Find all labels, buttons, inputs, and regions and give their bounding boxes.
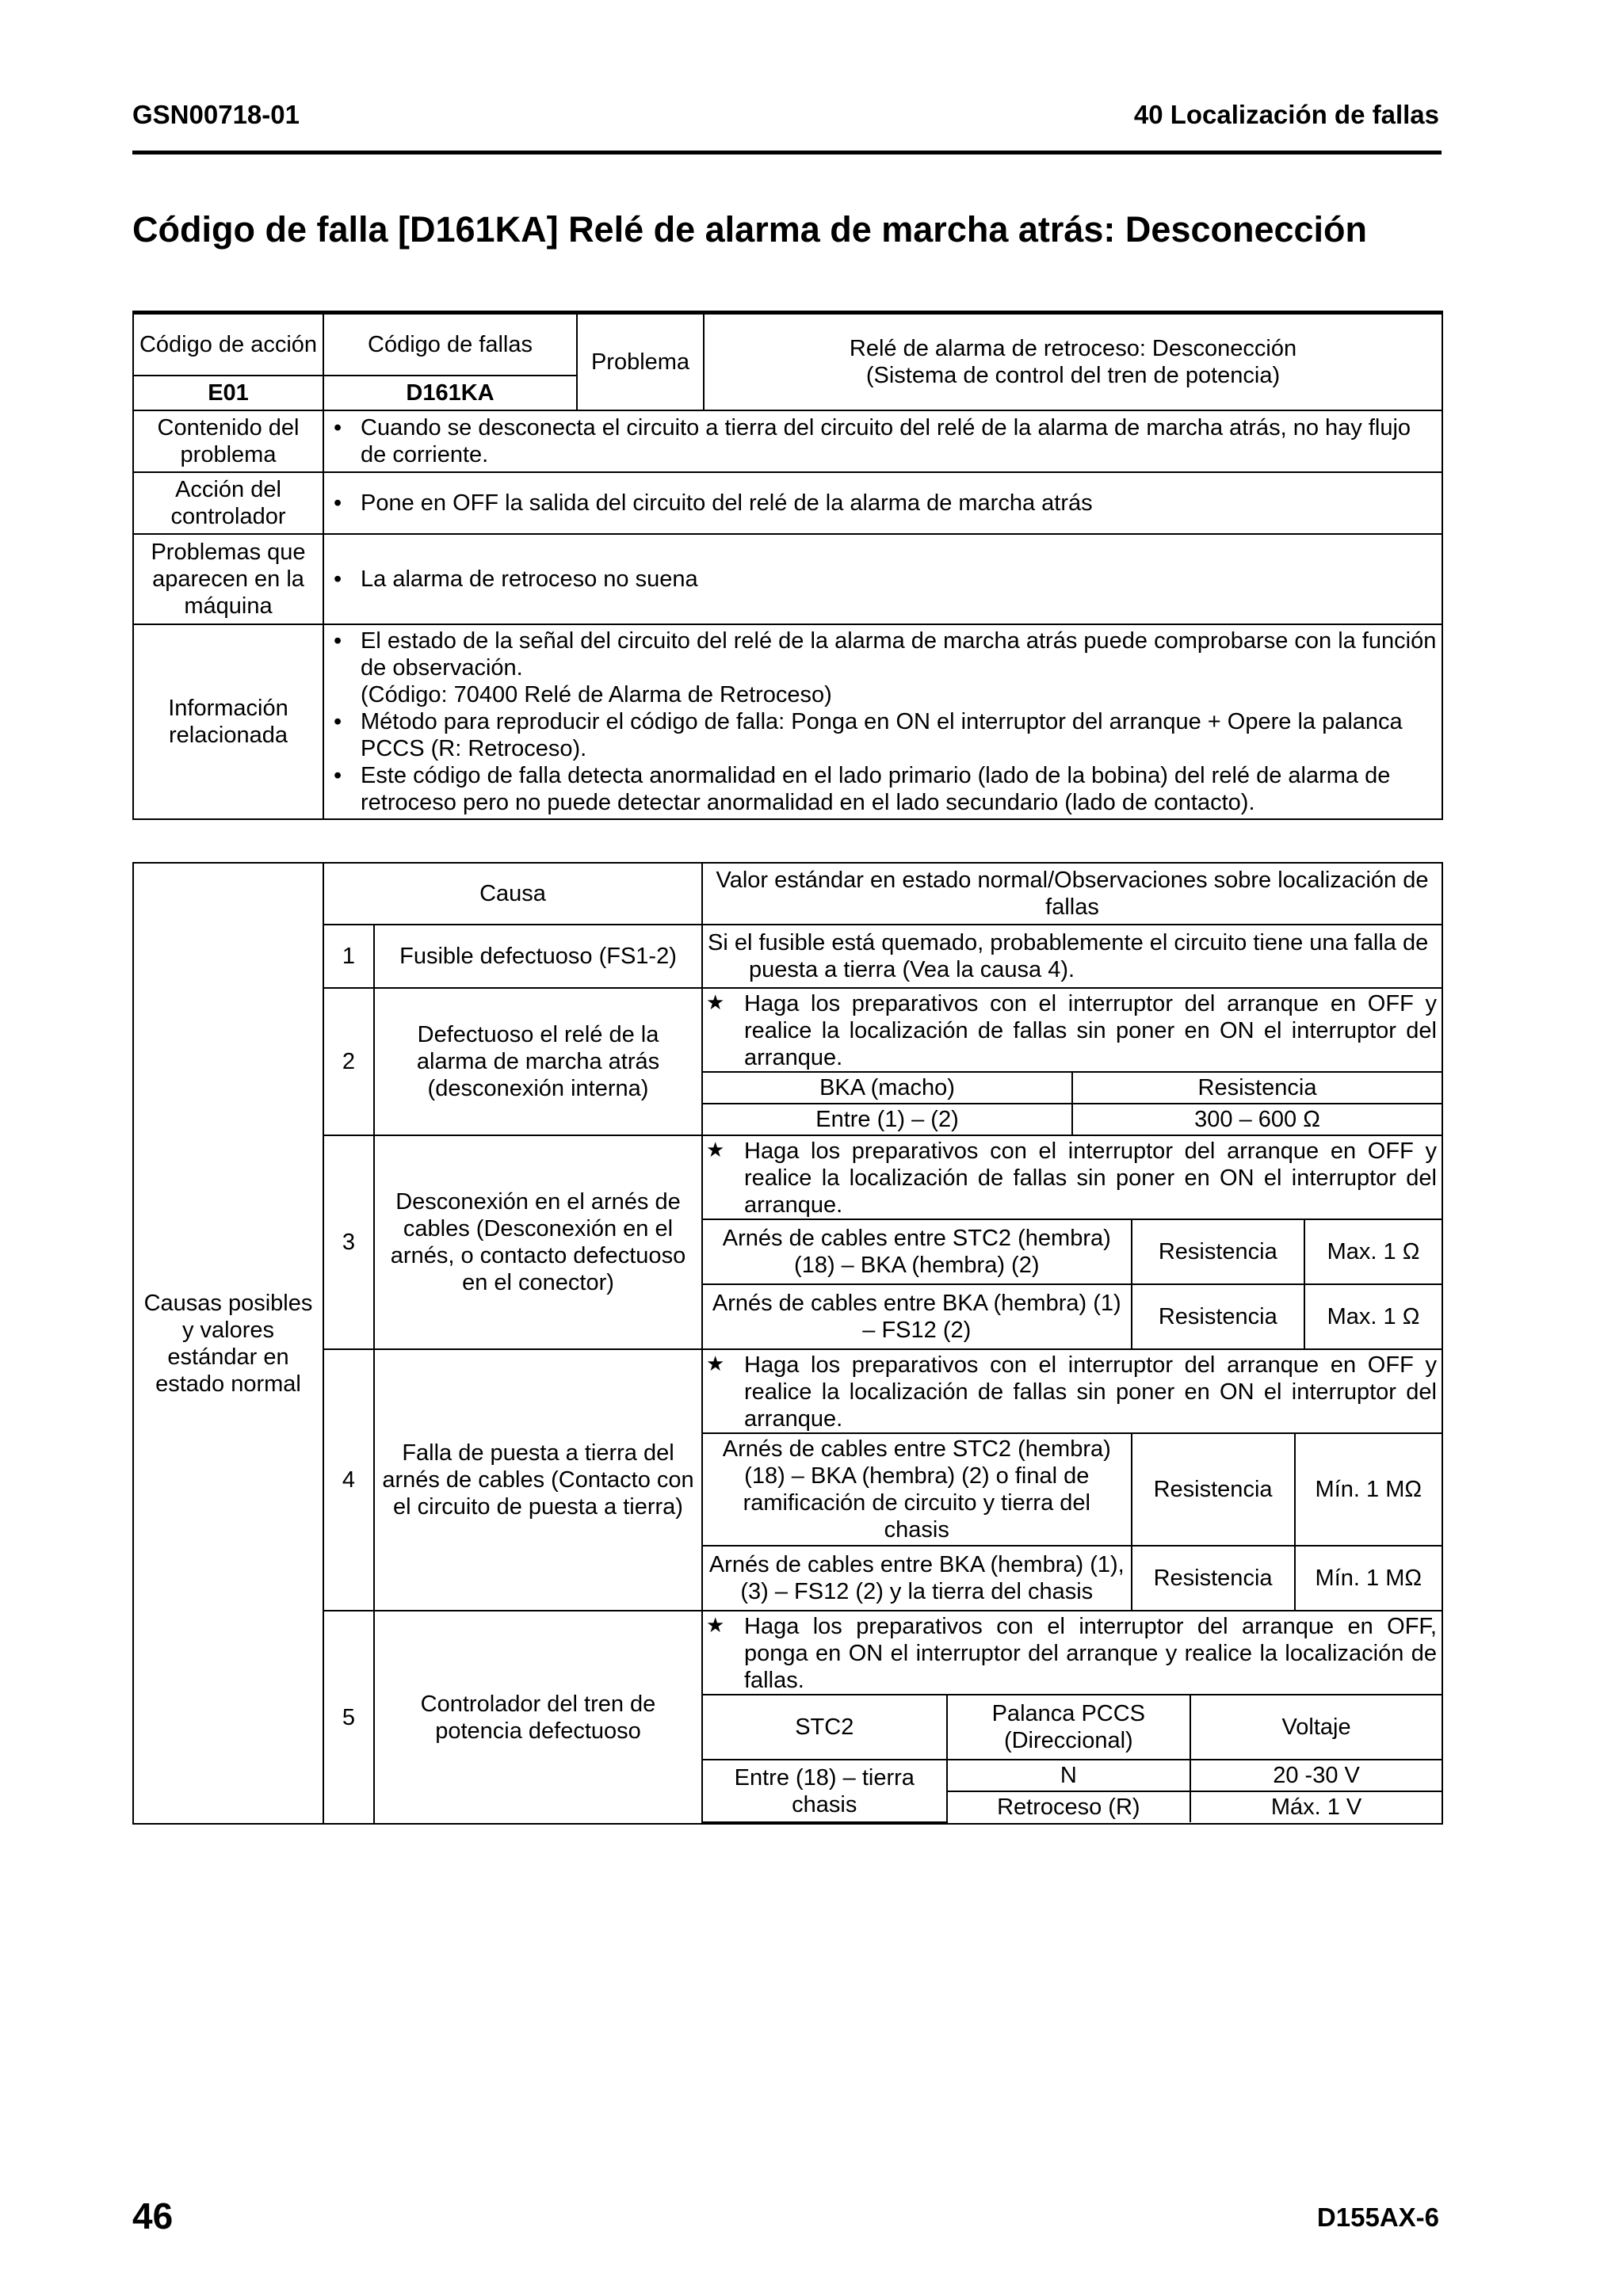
check-value: Mín. 1 MΩ — [1295, 1546, 1442, 1610]
check-table — [703, 1219, 1442, 1348]
problem-label: Problema — [577, 313, 704, 411]
cause-table-label: Causas posibles y valores estándar en estado normal — [133, 863, 323, 1824]
row-label: Contenido del problema — [133, 410, 323, 472]
problem-description — [704, 313, 1442, 411]
cause-text: Desconexión en el arnés de cables (Desconexión en el arnés, o contacto defectuoso en el conector) — [374, 1135, 702, 1349]
cause-detail — [702, 1349, 1442, 1611]
resistance-header: Resistencia — [1072, 1072, 1442, 1104]
check-value: Mín. 1 MΩ — [1295, 1433, 1442, 1546]
resistance-value: 300 – 600 Ω — [1072, 1104, 1442, 1135]
row-label: Acción del controlador — [133, 472, 323, 534]
measure-point: Entre (1) – (2) — [703, 1104, 1072, 1135]
harness-path: Arnés de cables entre BKA (hembra) (1) – FS12 (2) — [703, 1284, 1132, 1348]
voltage-header: Voltaje — [1190, 1695, 1442, 1760]
voltage-value: 20 -30 V — [1190, 1760, 1442, 1791]
fault-code-label: Código de fallas — [323, 313, 577, 376]
cause-detail — [702, 1135, 1442, 1349]
cause-text: Controlador del tren de potencia defectuoso — [374, 1611, 702, 1824]
harness-path: Arnés de cables entre STC2 (hembra) (18) – BKA (hembra) (2) o final de ramificación de circuito y tierra del chasis — [703, 1433, 1132, 1546]
check-type: Resistencia — [1132, 1433, 1295, 1546]
value-header: Valor estándar en estado normal/Observaciones sobre localización de fallas — [702, 863, 1442, 925]
cause-text: Fusible defectuoso (FS1-2) — [374, 925, 702, 988]
row-content — [323, 472, 1442, 534]
action-code: E01 — [133, 376, 323, 410]
check-table — [703, 1432, 1442, 1610]
bullet-item: • El estado de la señal del circuito del relé de la alarma de marcha atrás puede comprobarse con la función de observación. (Código: 70400 Relé de Alarma de Retroceso) — [361, 627, 1437, 708]
cause-table — [132, 862, 1443, 1825]
cause-number: 4 — [323, 1349, 374, 1611]
section-title: 40 Localización de fallas — [1133, 100, 1439, 129]
page-number: 46 — [132, 2195, 174, 2237]
check-value: Max. 1 Ω — [1304, 1284, 1442, 1348]
harness-path: Arnés de cables entre STC2 (hembra) (18) – BKA (hembra) (2) — [703, 1219, 1132, 1284]
row-label: Información relacionada — [133, 624, 323, 819]
page-title: Código de falla [D161KA] Relé de alarma de marcha atrás: Desconección — [132, 209, 1368, 250]
row-content — [323, 534, 1442, 624]
bullet-item: • Cuando se desconecta el circuito a tierra del circuito del relé de la alarma de marcha atrás, no hay flujo de corriente. — [361, 414, 1437, 468]
row-label: Problemas que aparecen en la máquina — [133, 534, 323, 624]
problem-text-1: Relé de alarma de retroceso: Desconección — [849, 336, 1297, 361]
bullet-item: • Este código de falla detecta anormalidad en el lado primario (lado de la bobina) del relé de alarma de retroceso pero no puede detectar anormalidad en el lado secundario (lado de contacto). — [361, 762, 1437, 816]
connector-header: STC2 — [703, 1695, 947, 1760]
cause-number: 1 — [323, 925, 374, 988]
cause-number: 5 — [323, 1611, 374, 1824]
row-content — [323, 624, 1442, 819]
measure-point: Entre (18) – tierra chasis — [703, 1760, 947, 1822]
lever-header: Palanca PCCS (Direccional) — [947, 1695, 1191, 1760]
star-note: ★ Haga los preparativos con el interruptor del arranque en OFF, ponga en ON el interruptor del arranque y realice la localización de fallas. — [703, 1611, 1442, 1694]
check-type: Resistencia — [1132, 1284, 1304, 1348]
check-type: Resistencia — [1132, 1546, 1295, 1610]
row-content — [323, 410, 1442, 472]
action-code-label: Código de acción — [133, 313, 323, 376]
cause-note — [702, 925, 1442, 988]
bullet-item: • La alarma de retroceso no suena — [361, 566, 1437, 593]
star-note: ★ Haga los preparativos con el interruptor del arranque en OFF y realice la localización de fallas sin poner en ON el interruptor del arranque. — [703, 1350, 1442, 1432]
check-value: Max. 1 Ω — [1304, 1219, 1442, 1284]
fault-code: D161KA — [323, 376, 577, 410]
resistance-table — [703, 1071, 1442, 1135]
cause-detail — [702, 1611, 1442, 1824]
bullet-item: • Pone en OFF la salida del circuito del relé de la alarma de marcha atrás — [361, 490, 1437, 517]
connector-header: BKA (macho) — [703, 1072, 1072, 1104]
document-id: GSN00718-01 — [132, 100, 300, 129]
bullet-item: • Método para reproducir el código de falla: Ponga en ON el interruptor del arranque + Opere la palanca PCCS (R: Retroceso). — [361, 708, 1437, 762]
model-name: D155AX-6 — [1316, 2203, 1439, 2232]
cause-number: 2 — [323, 988, 374, 1135]
cause-text: Defectuoso el relé de la alarma de marcha atrás (desconexión interna) — [374, 988, 702, 1135]
lever-position: Retroceso (R) — [947, 1791, 1191, 1822]
header-rule — [132, 151, 1442, 154]
cause-detail — [702, 988, 1442, 1135]
fault-info-table — [132, 311, 1443, 820]
problem-text-2: (Sistema de control del tren de potencia) — [865, 363, 1281, 388]
lever-position: N — [947, 1760, 1191, 1791]
cause-header: Causa — [323, 863, 702, 925]
star-note: ★ Haga los preparativos con el interruptor del arranque en OFF y realice la localización de fallas sin poner en ON el interruptor del arranque. — [703, 1136, 1442, 1219]
voltage-value: Máx. 1 V — [1190, 1791, 1442, 1822]
harness-path: Arnés de cables entre BKA (hembra) (1), (3) – FS12 (2) y la tierra del chasis — [703, 1546, 1132, 1610]
cause-number: 3 — [323, 1135, 374, 1349]
voltage-table — [703, 1694, 1442, 1823]
check-type: Resistencia — [1132, 1219, 1304, 1284]
note-text: Si el fusible está quemado, probablemente el circuito tiene una falla de puesta a tierra (Vea la causa 4). — [708, 930, 1429, 982]
cause-text: Falla de puesta a tierra del arnés de cables (Contacto con el circuito de puesta a tierra) — [374, 1349, 702, 1611]
star-note: ★ Haga los preparativos con el interruptor del arranque en OFF y realice la localización de fallas sin poner en ON el interruptor del arranque. — [703, 989, 1442, 1071]
